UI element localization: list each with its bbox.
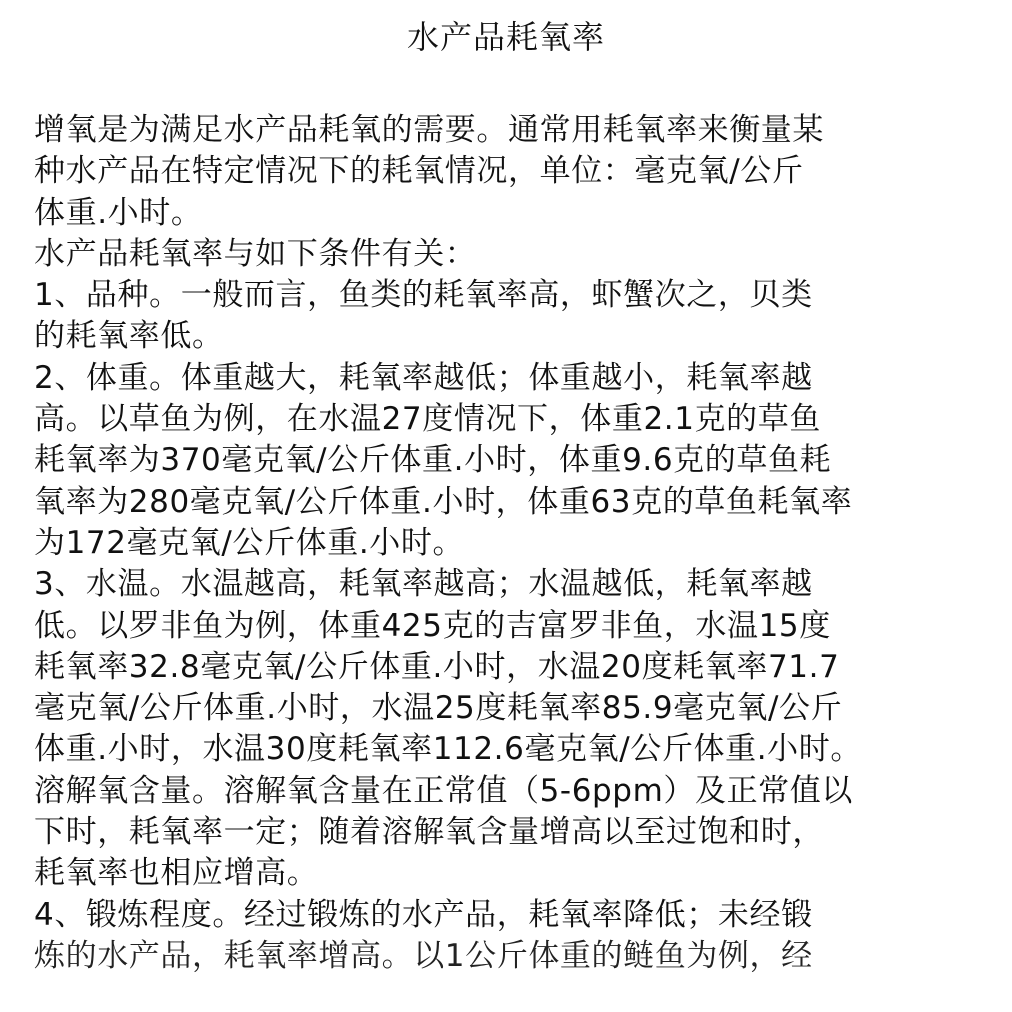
paragraph-line: 增氧是为满足水产品耗氧的需要。通常用耗氧率来衡量某 xyxy=(34,112,824,148)
paragraph-line: 体重.小时，水温30度耗氧率112.6毫克氧/公斤体重.小时。 xyxy=(34,731,862,768)
document-title: 水产品耗氧率 xyxy=(406,18,605,56)
paragraph-line: 毫克氧/公斤体重.小时，水温25度耗氧率85.9毫克氧/公斤 xyxy=(34,690,843,727)
paragraph-line: 水产品耗氧率与如下条件有关： xyxy=(34,235,477,272)
paragraph-line: 高。以草鱼为例，在水温27度情况下，体重2.1克的草鱼 xyxy=(34,401,821,438)
paragraph-line: 炼的水产品，耗氧率增高。以1公斤体重的鲢鱼为例，经 xyxy=(34,937,813,974)
paragraph-line: 的耗氧率低。 xyxy=(34,318,224,355)
paragraph-line: 下时，耗氧率一定；随着溶解氧含量增高以至过饱和时， xyxy=(34,814,824,851)
paragraph-line: 氧率为280毫克氧/公斤体重.小时，体重63克的草鱼耗氧率 xyxy=(34,483,853,520)
paragraph-line: 耗氧率为370毫克氧/公斤体重.小时，体重9.6克的草鱼耗 xyxy=(34,442,832,479)
paragraph-line: 3、水温。水温越高，耗氧率越高；水温越低，耗氧率越 xyxy=(34,566,813,603)
document-body xyxy=(34,110,984,977)
paragraph-line: 2、体重。体重越大，耗氧率越低；体重越小，耗氧率越 xyxy=(34,359,813,396)
paragraph-line: 为172毫克氧/公斤体重.小时。 xyxy=(34,524,465,561)
paragraph-line: 1、品种。一般而言，鱼类的耗氧率高，虾蟹次之，贝类 xyxy=(34,277,813,314)
paragraph-line: 4、锻炼程度。经过锻炼的水产品，耗氧率降低；未经锻 xyxy=(34,896,813,933)
paragraph-line: 低。以罗非鱼为例，体重425克的吉富罗非鱼，水温15度 xyxy=(34,607,831,644)
paragraph-line: 溶解氧含量。溶解氧含量在正常值（5-6ppm）及正常值以 xyxy=(34,772,853,809)
paragraph-line: 耗氧率32.8毫克氧/公斤体重.小时，水温20度耗氧率71.7 xyxy=(34,648,840,685)
paragraph-line: 体重.小时。 xyxy=(34,194,203,231)
paragraph-line: 种水产品在特定情况下的耗氧情况，单位：毫克氧/公斤 xyxy=(34,153,804,190)
paragraph-line: 耗氧率也相应增高。 xyxy=(34,855,319,892)
